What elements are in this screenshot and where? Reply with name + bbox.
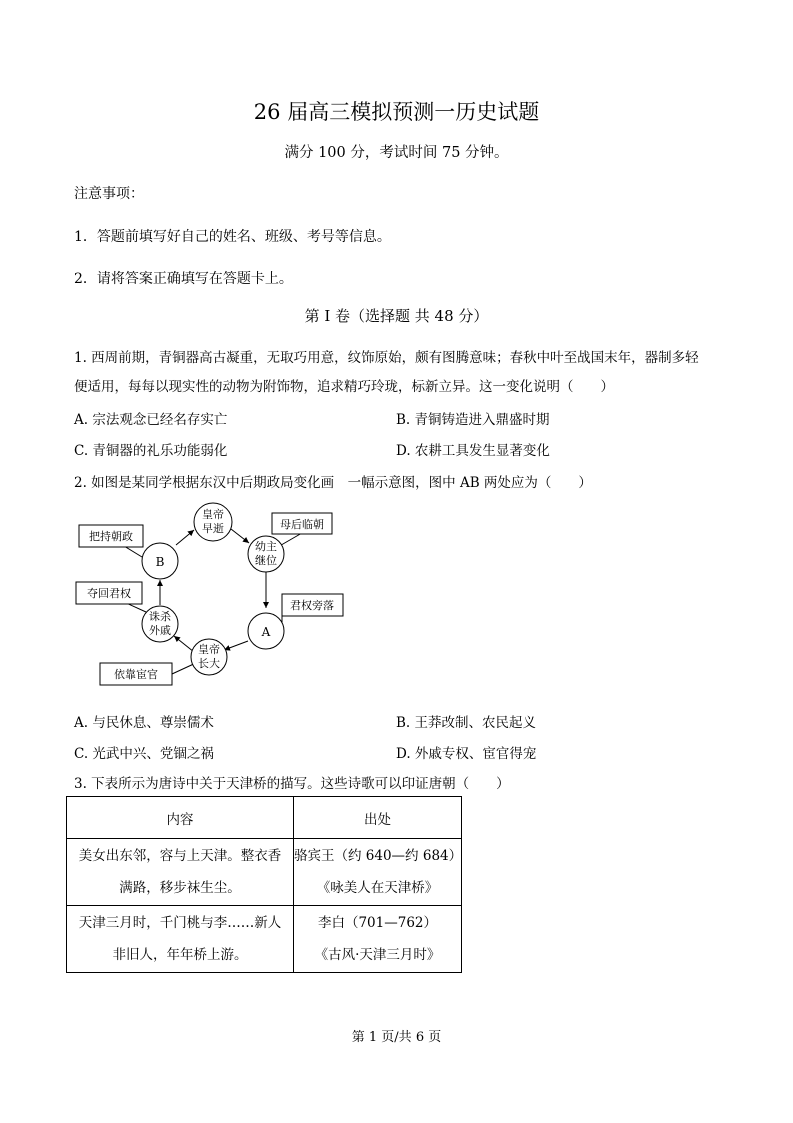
callout-reclaim-power bbox=[76, 582, 142, 604]
svg-text:母后临朝: 母后临朝 bbox=[280, 518, 324, 531]
q1-option-c: C. 青铜器的礼乐功能弱化 bbox=[74, 443, 228, 459]
svg-text:依靠宦官: 依靠宦官 bbox=[114, 668, 158, 681]
node-emperor-early-death bbox=[194, 503, 232, 541]
node-child-emperor bbox=[248, 536, 284, 572]
table-cell-source: 李白（701—762） 《古风·天津三月时》 bbox=[294, 906, 462, 973]
node-b bbox=[142, 543, 178, 579]
node-kill-inlaws bbox=[142, 606, 178, 642]
svg-text:外戚: 外戚 bbox=[149, 624, 171, 637]
q2-option-d: D. 外戚专权、宦官得宠 bbox=[396, 746, 537, 762]
callout-empress-regency bbox=[272, 513, 332, 534]
node-a bbox=[248, 613, 284, 649]
svg-text:继位: 继位 bbox=[255, 554, 277, 567]
table-header-row bbox=[67, 797, 462, 839]
page-number: 第 1 页/共 6 页 bbox=[351, 1030, 442, 1045]
q1-option-b: B. 青铜铸造进入鼎盛时期 bbox=[396, 412, 550, 428]
arrow-a-to-grown bbox=[224, 641, 248, 650]
q2-option-b: B. 王莽改制、农民起义 bbox=[396, 715, 537, 731]
q2-option-a: A. 与民休息、尊崇儒术 bbox=[74, 715, 214, 731]
svg-text:A: A bbox=[261, 625, 271, 639]
svg-text:夺回君权: 夺回君权 bbox=[87, 587, 131, 600]
svg-text:皇帝: 皇帝 bbox=[198, 643, 220, 656]
poem-table bbox=[66, 796, 462, 973]
table-header-source: 出处 bbox=[294, 797, 462, 839]
callout-rely-eunuchs bbox=[100, 663, 172, 685]
arrow-early-death-to-child bbox=[231, 529, 249, 543]
table-row bbox=[67, 839, 462, 906]
svg-text:幼主: 幼主 bbox=[255, 540, 277, 553]
svg-text:皇帝: 皇帝 bbox=[202, 508, 224, 521]
page-title: 26 届高三模拟预测一历史试题 bbox=[253, 100, 540, 124]
svg-text:诛杀: 诛杀 bbox=[149, 610, 171, 623]
svg-text:把持朝政: 把持朝政 bbox=[89, 530, 133, 543]
exam-info: 满分 100 分，考试时间 75 分钟。 bbox=[284, 145, 509, 161]
question-1-line-1: 1. 西周前期，青铜器高古凝重，无取巧用意，纹饰原始，颇有图腾意味；春秋中叶至战国末年，器制多轻 bbox=[74, 350, 699, 366]
question-3-line-1: 3. 下表所示为唐诗中关于天津桥的描写。这些诗歌可以印证唐朝（ ） bbox=[74, 776, 510, 792]
arrow-b-to-early-death bbox=[176, 530, 194, 545]
q1-option-a: A. 宗法观念已经名存实亡 bbox=[74, 412, 228, 428]
callout-power-decline bbox=[282, 594, 343, 616]
question-1-line-2: 便适用，每每以现实性的动物为附饰物，追求精巧玲珑，标新立异。这一变化说明（ ） bbox=[74, 379, 614, 395]
q1-option-d: D. 农耕工具发生显著变化 bbox=[396, 443, 550, 459]
table-cell-content: 美女出东邻，容与上天津。整衣香 满路，移步袜生尘。 bbox=[67, 839, 294, 906]
node-emperor-grown bbox=[191, 639, 227, 675]
section-title: 第 I 卷（选择题 共 48 分） bbox=[304, 307, 489, 325]
svg-text:B: B bbox=[155, 555, 165, 569]
callout-control-court bbox=[79, 525, 143, 547]
arrow-grown-to-kill bbox=[174, 636, 194, 652]
table-cell-source: 骆宾王（约 640—约 684） 《咏美人在天津桥》 bbox=[294, 839, 462, 906]
notice-item-1: 1．答题前填写好自己的姓名、班级、考号等信息。 bbox=[74, 229, 391, 245]
svg-text:长大: 长大 bbox=[198, 657, 220, 670]
question-2-line-1: 2. 如图是某同学根据东汉中后期政局变化画 一幅示意图，图中 AB 两处应为（ ） bbox=[74, 475, 592, 491]
svg-text:早逝: 早逝 bbox=[202, 522, 224, 535]
svg-text:君权旁落: 君权旁落 bbox=[290, 599, 334, 612]
notice-item-2: 2．请将答案正确填写在答题卡上。 bbox=[74, 271, 293, 287]
notice-heading: 注意事项： bbox=[74, 186, 144, 202]
table-cell-content: 天津三月时，千门桃与李……新人 非旧人，年年桥上游。 bbox=[67, 906, 294, 973]
q2-option-c: C. 光武中兴、党锢之祸 bbox=[74, 746, 214, 762]
table-header-content: 内容 bbox=[67, 797, 294, 839]
table-row bbox=[67, 906, 462, 973]
